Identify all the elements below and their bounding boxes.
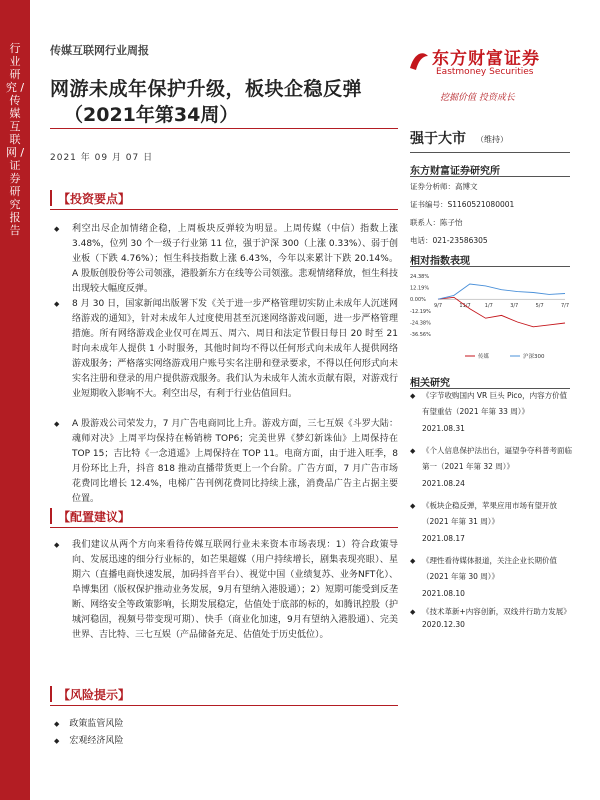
y-tick-label: -12.19% [410,308,431,315]
report-category: 传媒互联网行业周报 [50,44,149,57]
risk-item: ◆ 政策监管风险 [54,719,124,729]
x-tick-label: 1/7 [484,303,493,310]
invest-para-2: ◆ 8 月 30 日，国家新闻出版署下发《关于进一步严格管理切实防止未成年人沉迷网络游戏的通知》，针对未成年人过度使用甚至沉迷网络游戏问题，进一步严格管理措施。所有网络游戏企业仅可在周五、周六、周日和法定节假日每日 20 时至 21 时向未成年人提供 1 小时服务，其他时间均不得以任何形式向未成年人提供网络游戏服务；严格落实网络游戏用户账号实名注册和登录要求，不得以任何形式向未实名注册和登录的用户提供游戏服务。我们认为未成年人流水贡献有限，对游戏行业短期收入影响不大。利空出尽，有利于行业估值回归。 [54,299,398,399]
institute-title: 东方财富证券研究所 [410,166,500,177]
section-label: 【风险提示】 [58,688,131,702]
phone: 电话：021-23586305 [410,236,488,245]
cert-number: 证书编号：S1160521080001 [410,200,515,209]
y-tick-label: -24.38% [410,320,431,327]
related-title: 相关研究 [410,378,450,389]
diamond-bullet-icon: ◆ [410,502,416,510]
diamond-bullet-icon: ◆ [54,541,60,549]
section-label: 【投资要点】 [58,192,131,206]
divider [410,152,570,153]
section-rule [50,705,398,706]
invest-para-3: ◆ A 股游戏公司荣发力，7 月广告电商同比上升。游戏方面，三七互娱《斗罗大陆：魂师对决》上周平均保持在畅销榜 TOP6；完美世界《梦幻新诛仙》上周保持在 TOP 15；吉比特《一念逍遥》上周保持在 TOP 11。电商方面，由于进入旺季，8 月份环比上升，抖音 818 推动直播带货更上一个台阶。广告方面，7 月广告市场花费同比增长 12.4%，电梯广告刊例花费同比持续上涨，消费品广告主占据主要位置。 [54,419,398,504]
section-bar [50,190,52,206]
side-label: 行业研究 / 传媒互联网 / 证券研究报告 [5,42,25,237]
diamond-bullet-icon: ◆ [54,720,60,728]
brand-slogan: 挖掘价值 投资成长 [440,93,515,103]
diamond-bullet-icon: ◆ [54,300,60,308]
diamond-bullet-icon: ◆ [54,737,60,745]
alloc-para-1: ◆ 我们建议从两个方向来看待传媒互联网行业未来资本市场表现：1）符合政策导向、发展迅速的细分行业标的，如芒果超媒（用户持续增长，剧集表现亮眼）、星期六（直播电商快速发展，加码抖音平台）、视觉中国（业绩复苏、业务NFT化）、阜博集团（版权保护推动业务发展，9月有望纳入港股通）；2）短期可能受到反垄断、网络安全等政策影响，长期发展稳定，估值处于底部的标的，如腾讯控股（护城河稳固，视频号带变现可期）、快手（商业化加速，9月有望纳入港股通）、完美世界、吉比特、三七互娱（产品储备充足、估值处于历史低位）。 [54,540,398,640]
report-title: 网游未成年保护升级，板块企稳反弹 [50,78,363,100]
related-link[interactable]: 《技术革新+内容创新，双线并行助力发展》 [422,607,571,616]
y-tick-label: 0.00% [410,297,426,304]
brand-name: 东方财富证券 [432,49,540,69]
side-bar [0,0,30,800]
x-tick-label: 7/7 [561,303,570,310]
related-link[interactable]: 《理性看待媒体报道，关注企业长期价值（2021 年第 30 周）》 [422,556,557,581]
report-subtitle: （2021年第34周） [64,104,239,126]
y-tick-label: -36.56% [410,332,431,338]
related-link[interactable]: 《个人信息保护法出台，逼望争夺科普考面临第一（2021 年第 32 周）》 [422,446,572,471]
divider [410,266,570,267]
section-alloc [50,508,398,526]
perf-title: 相对指数表现 [410,256,470,267]
diamond-bullet-icon: ◆ [410,447,416,455]
x-tick-label: 3/7 [510,303,519,310]
related-link[interactable]: 《字节收购国内 VR 巨头 Pico，内容方价值有望重估（2021 年第 33 周）》 [422,391,568,416]
divider [410,176,570,177]
section-rule [50,209,398,210]
brand-name-en: Eastmoney Securities [436,67,534,77]
diamond-bullet-icon: ◆ [410,392,416,400]
legend-label: 传媒 [478,354,490,360]
analyst: 证券分析师：高博文 [410,182,478,191]
related-link[interactable]: 《板块企稳反弹，苹果应用市场有望开放（2021 年第 31 周）》 [422,501,557,526]
legend-label: 沪深300 [523,354,545,360]
relative-performance-chart [410,270,570,370]
section-risk [50,686,398,704]
diamond-bullet-icon: ◆ [54,420,60,428]
y-tick-label: 24.38% [410,274,430,280]
section-bar [50,686,52,702]
contact: 联系人：陈子怡 [410,218,463,227]
diamond-bullet-icon: ◆ [410,557,416,565]
related-date: 2021.08.17 [422,534,465,543]
diamond-bullet-icon: ◆ [410,608,416,616]
invest-para-1: ◆ 利空出尽企加情绪企稳，上周板块反弹较为明显。上周传媒（中信）指数上涨 3.48%，位列 30 个一级子行业第 11 位，强于沪深 300（上涨 0.33%）、弱于创业板（下跌 4.76%）；恒生科技指数上涨 6.43%，今年以来累计下跌 20.14%。A 股版创股份等公司领涨，港股新东方在线等公司领涨。悲观情绪释放，恒生科技出现较大幅度反弹。 [54,224,398,294]
section-label: 【配置建议】 [58,510,131,524]
section-invest [50,190,398,208]
risk-item: ◆ 宏观经济风险 [54,736,124,746]
x-tick-label: 5/7 [535,303,544,310]
related-date: 2021.08.31 [422,424,465,433]
x-tick-label: 11/7 [459,303,471,310]
y-tick-label: 12.19% [410,285,430,292]
title-divider [50,128,398,129]
section-bar [50,508,52,524]
related-date: 2021.08.24 [422,479,465,488]
x-tick-label: 9/7 [434,303,443,310]
section-rule [50,527,398,528]
rating-note: （维持） [476,135,508,144]
series-line [438,284,565,299]
related-date: 2020.12.30 [422,620,465,629]
related-date: 2021.08.10 [422,589,465,598]
diamond-bullet-icon: ◆ [54,225,60,233]
series-line [438,297,565,327]
rating: 强于大市 [410,131,466,147]
report-date: 2021 年 09 月 07 日 [50,153,154,163]
